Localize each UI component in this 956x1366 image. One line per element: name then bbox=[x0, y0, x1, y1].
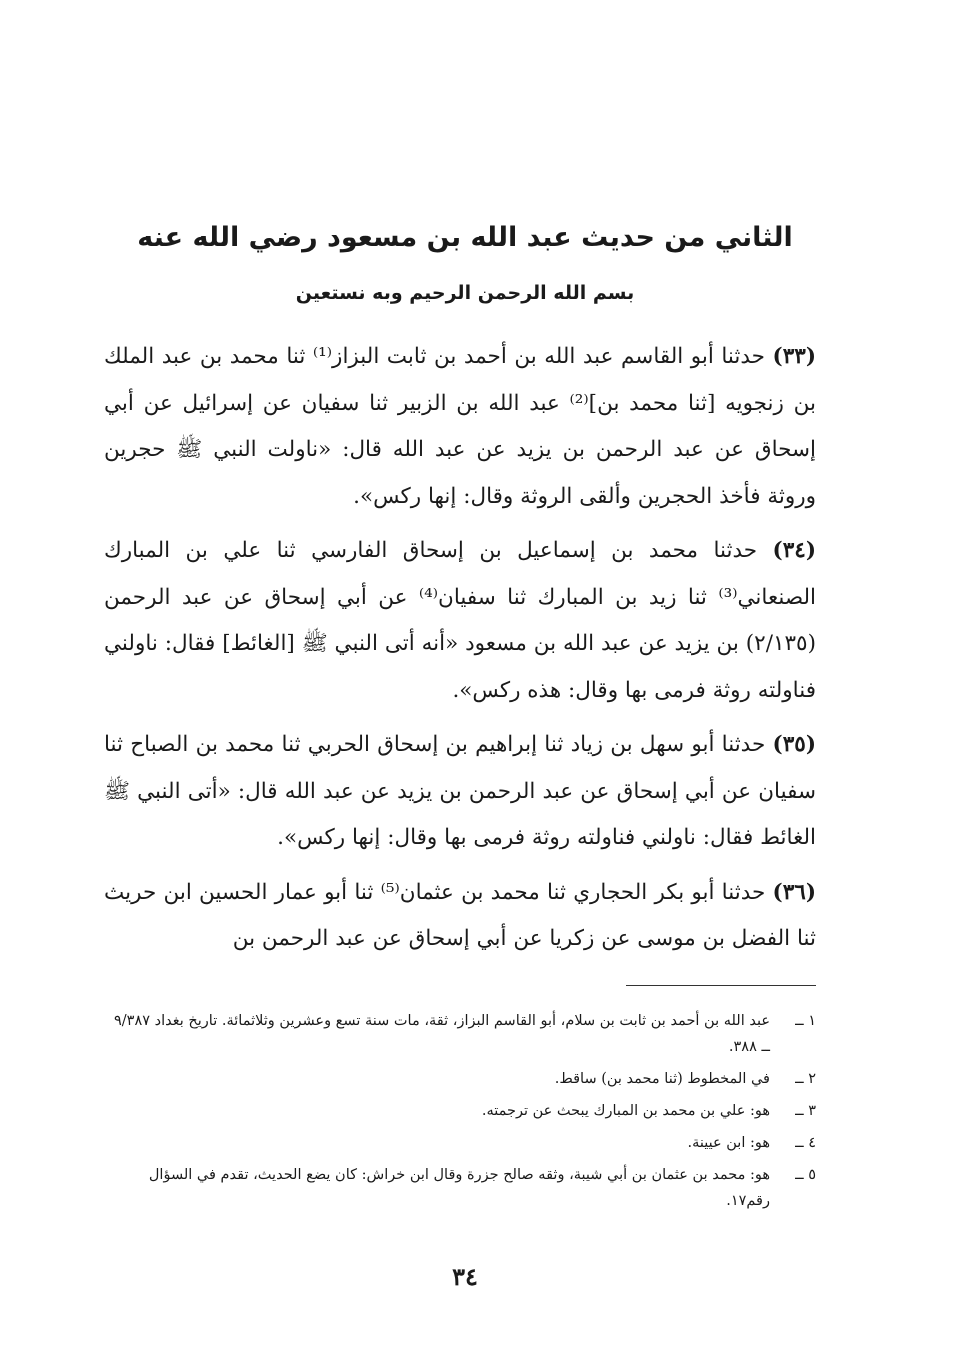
hadith-paragraph-36 bbox=[104, 870, 816, 963]
footnote-number: ٤ ــ bbox=[795, 1135, 816, 1151]
hadith-text: حدثنا أبو سهل بن زياد ثنا إبراهيم بن إسحاق الحربي ثنا محمد بن الصباح ثنا سفيان عن أبي إسحاق عن عبد الرحمن بن يزيد عن عبد الله قال: «أتى النبي ﷺ الغائط فقال: ناولني فناولته روثة فرمى بها وقال: إنها ركس». bbox=[104, 732, 816, 850]
hadith-paragraph-35 bbox=[104, 722, 816, 862]
footnote-number: ٢ ــ bbox=[795, 1071, 816, 1087]
hadith-body bbox=[104, 334, 816, 971]
chapter-title: الثاني من حديث عبد الله بن مسعود رضي الله عنه bbox=[137, 222, 793, 253]
hadith-paragraph-33 bbox=[104, 334, 816, 520]
footnote-text: هو: محمد بن عثمان بن أبي شيبة، وثقه صالح جزرة وقال ابن خراش: كان يضع الحديث، تقدم في السؤال رقم١٧. bbox=[148, 1167, 770, 1209]
hadith-text: حدثنا أبو القاسم عبد الله بن أحمد بن ثابت البزاز⁽¹⁾ ثنا محمد بن عبد الملك بن زنجويه [ثنا محمد بن]⁽²⁾ عبد الله بن الزبير ثنا سفيان عن إسرائيل عن أبي إسحاق عن عبد الرحمن بن يزيد عن عبد الله قال: «ناولت النبي ﷺ حجرين وروثة فأخذ الحجرين وألقى الروثة وقال: إنها ركس». bbox=[104, 344, 816, 509]
footnote-separator bbox=[626, 985, 816, 986]
footnote-5 bbox=[104, 1162, 816, 1214]
footnote-text: هو: علي بن محمد بن المبارك يبحث عن ترجمته. bbox=[481, 1103, 770, 1119]
footnote-2 bbox=[104, 1066, 816, 1092]
footnote-4 bbox=[104, 1130, 816, 1156]
hadith-number: (٣٤) bbox=[772, 538, 816, 563]
footnote-text: عبد الله بن أحمد بن ثابت بن سلام، أبو القاسم البزاز، ثقة، مات سنة تسع وعشرين وثلاثمائة. تاريخ بغداد ٩/٣٨٧ ــ ٣٨٨. bbox=[114, 1013, 770, 1055]
footnote-1 bbox=[104, 1008, 816, 1060]
basmala-subtitle: بسم الله الرحمن الرحيم وبه نستعين bbox=[295, 282, 635, 304]
footnote-number: ٣ ــ bbox=[795, 1103, 816, 1119]
footnote-number: ٥ ــ bbox=[795, 1167, 816, 1183]
hadith-text: حدثنا أبو بكر الحجاري ثنا محمد بن عثمان⁽⁵⁾ ثنا أبو عمار الحسين ابن حريث ثنا الفضل بن موسى عن زكريا عن أبي إسحاق عن عبد الرحمن بن bbox=[104, 879, 816, 951]
footnote-3 bbox=[104, 1098, 816, 1124]
hadith-number: (٣٦) bbox=[772, 879, 816, 905]
hadith-number: (٣٣) bbox=[772, 344, 816, 369]
footnote-number: ١ ــ bbox=[795, 1013, 816, 1029]
page-number: ٣٤ bbox=[452, 1262, 478, 1291]
hadith-text: حدثنا محمد بن إسماعيل بن إسحاق الفارسي ثنا علي بن المبارك الصنعاني⁽³⁾ ثنا زيد بن المبارك ثنا سفيان⁽⁴⁾ عن أبي إسحاق عن عبد الرحمن (٢/١٣٥) بن يزيد عن عبد الله بن مسعود «أنه أتى النبي ﷺ [الغائط] فقال: ناولني فناولته روثة فرمى بها وقال: هذه ركس». bbox=[104, 538, 816, 703]
hadith-paragraph-34 bbox=[104, 528, 816, 714]
footnote-text: هو: ابن عيينة. bbox=[687, 1135, 770, 1151]
footnote-text: في المخطوط (ثنا محمد بن) ساقط. bbox=[554, 1071, 770, 1087]
footnotes bbox=[104, 1008, 816, 1220]
hadith-number: (٣٥) bbox=[772, 732, 816, 757]
